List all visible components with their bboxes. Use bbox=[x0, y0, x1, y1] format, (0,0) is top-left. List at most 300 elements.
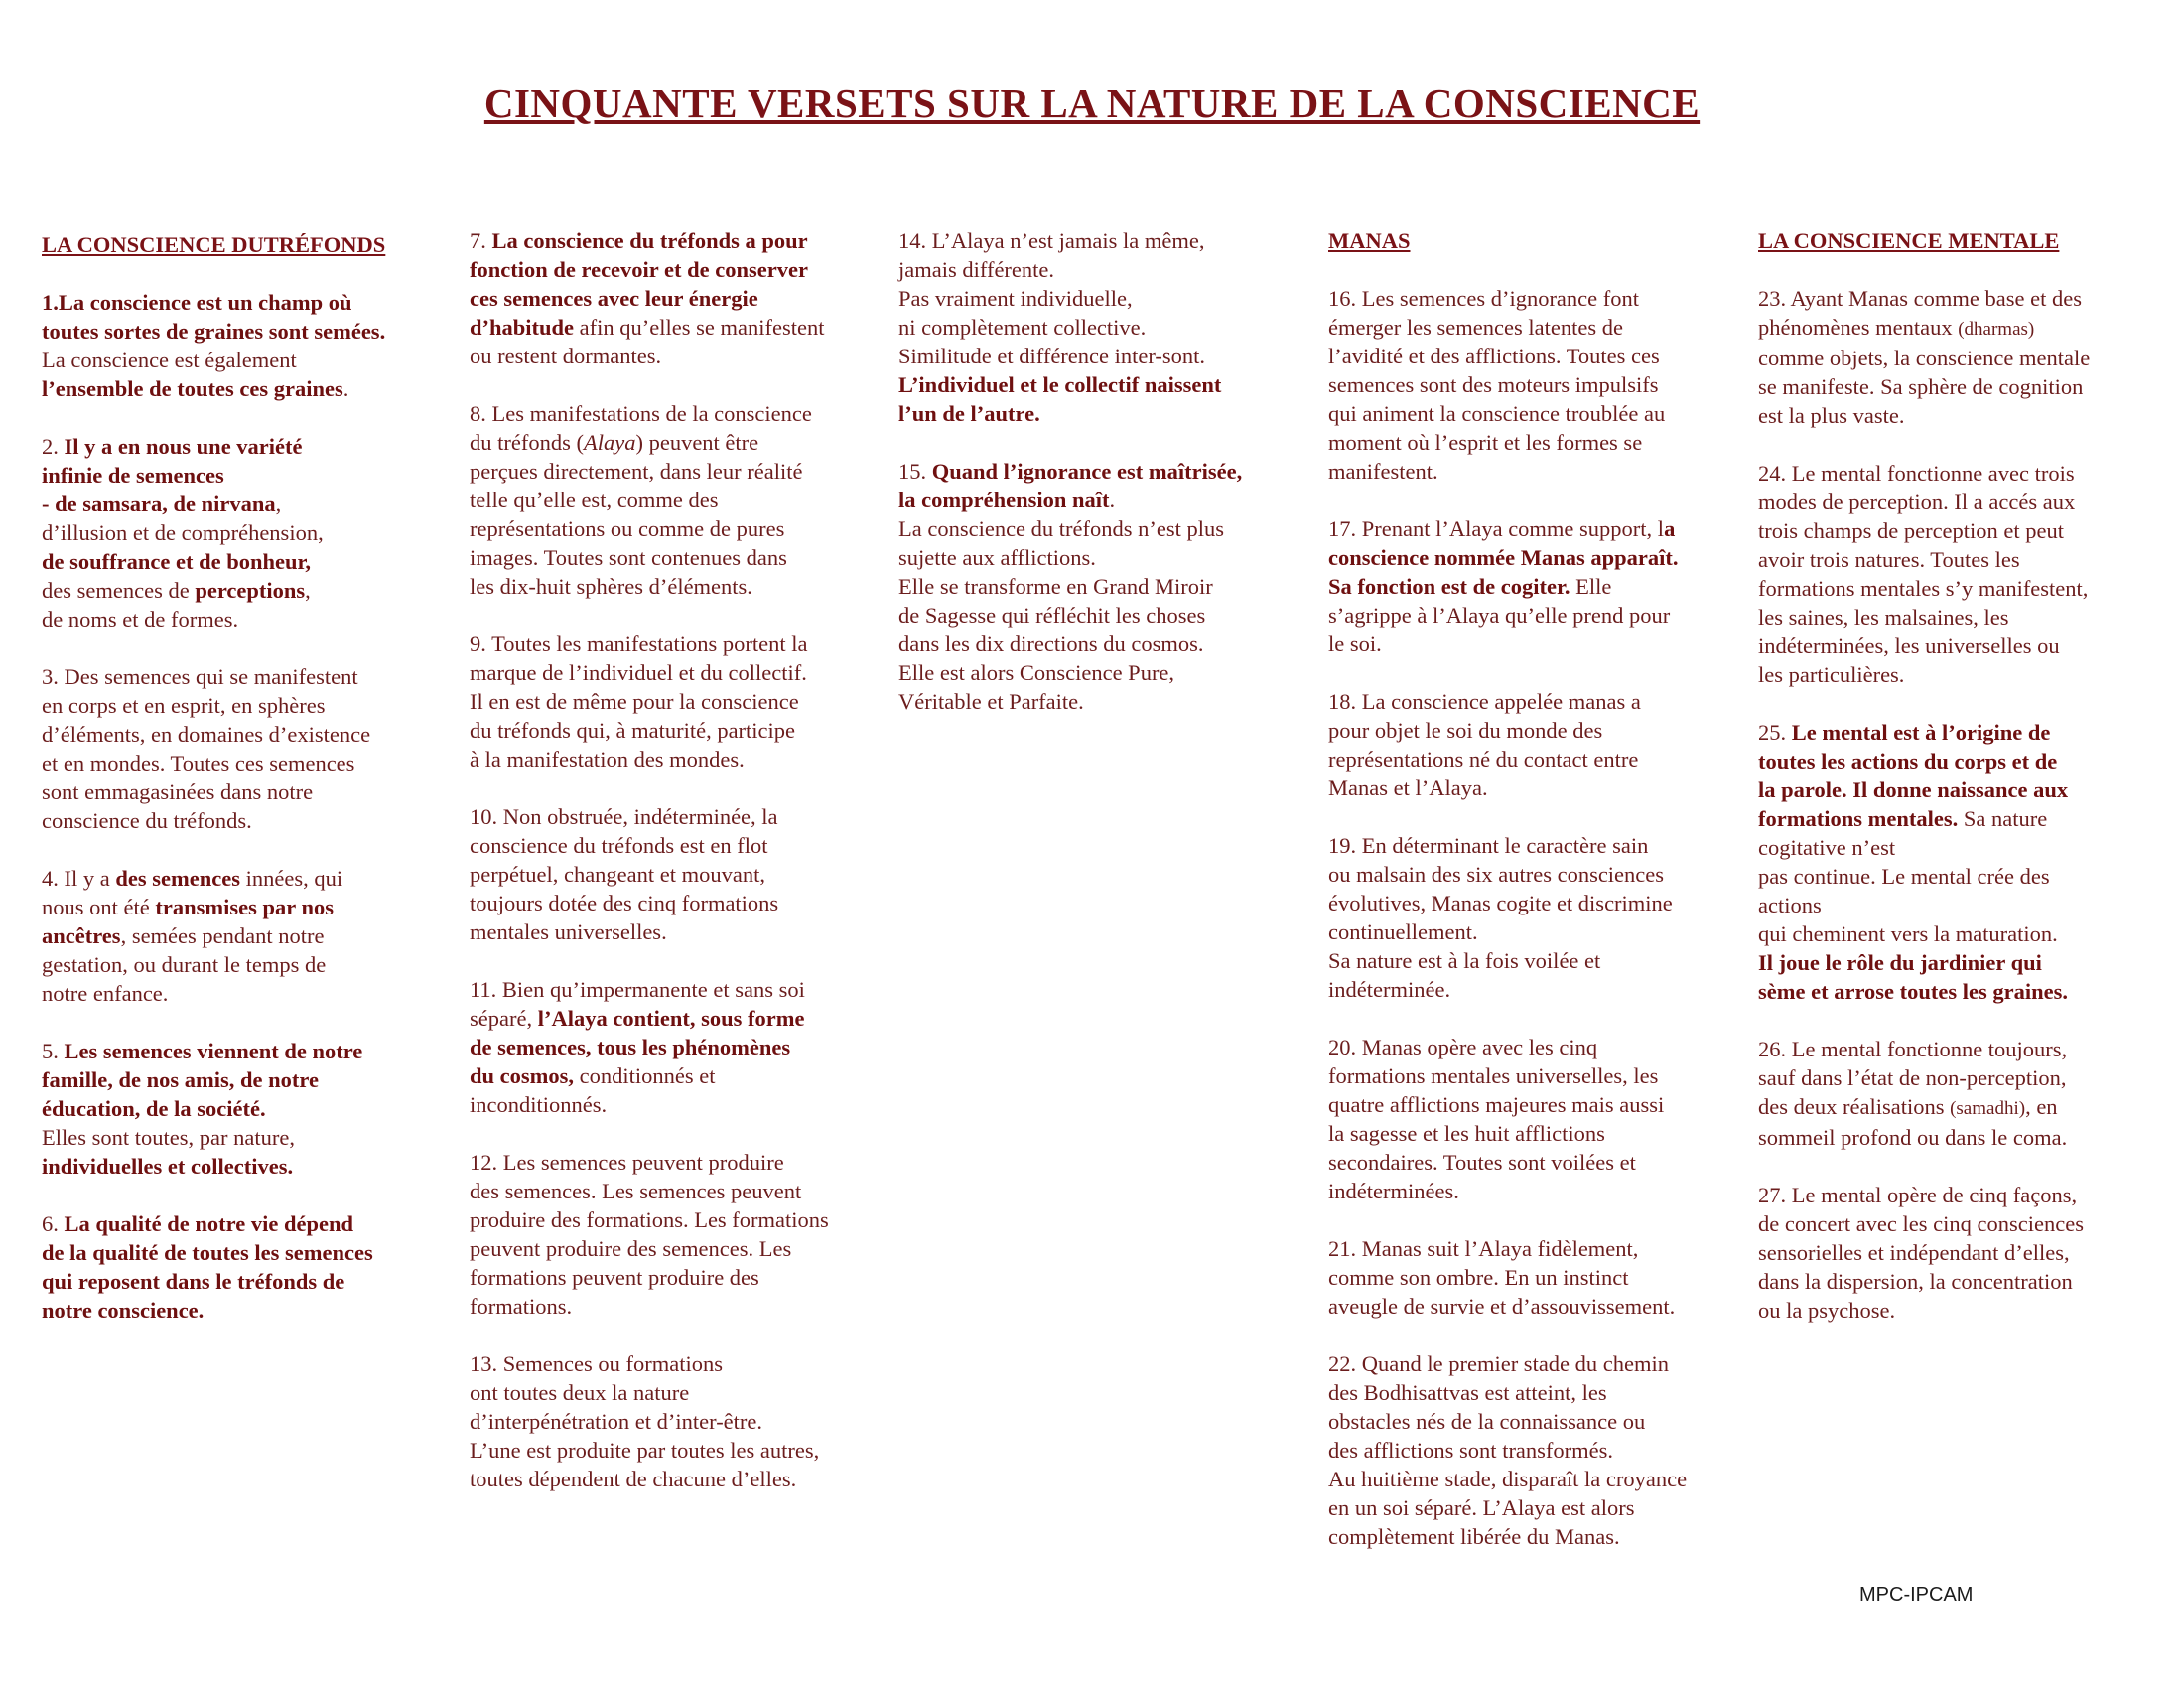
verse-text: conscience du tréfonds. bbox=[42, 808, 252, 833]
verse-text: telle qu’elle est, comme des bbox=[470, 488, 719, 512]
verse-paragraph bbox=[1328, 1349, 1740, 1551]
verse-text: 2. bbox=[42, 434, 65, 459]
verse-paragraph bbox=[470, 802, 877, 946]
verse-text: est la plus vaste. bbox=[1758, 403, 1905, 428]
verse-line bbox=[1758, 747, 2155, 775]
verse-text: indéterminées. bbox=[1328, 1179, 1459, 1203]
verse-text: produire des formations. Les formations bbox=[470, 1207, 829, 1232]
verse-text: Sa nature est à la fois voilée et bbox=[1328, 948, 1601, 973]
section-heading: LA CONSCIENCE MENTALE bbox=[1758, 228, 2060, 253]
verse-text: 17. Prenant l’Alaya comme support, l bbox=[1328, 516, 1665, 541]
verse-text: 7. bbox=[470, 228, 492, 253]
verse-text: La conscience est également bbox=[42, 348, 297, 372]
verse-text: afin qu’elles se manifestent bbox=[574, 315, 825, 340]
bold-text: de semences, tous les phénomènes bbox=[470, 1035, 791, 1059]
verse-text: qui cheminent vers la maturation. bbox=[1758, 921, 2058, 946]
verse-text: quatre afflictions majeures mais aussi bbox=[1328, 1092, 1665, 1117]
verse-line bbox=[42, 1296, 439, 1325]
bold-text: toutes sortes de graines sont semées. bbox=[42, 319, 386, 344]
verse-line bbox=[470, 917, 877, 946]
verse-line bbox=[470, 226, 877, 255]
verse-line bbox=[1328, 399, 1740, 428]
verse-line bbox=[1758, 1267, 2155, 1296]
verse-line bbox=[1758, 1035, 2155, 1063]
verse-text: s’agrippe à l’Alaya qu’elle prend pour bbox=[1328, 603, 1671, 628]
verse-text: marque de l’individuel et du collectif. bbox=[470, 660, 807, 685]
verse-line bbox=[470, 889, 877, 917]
verse-paragraph bbox=[1758, 284, 2155, 430]
verse-text: ni complètement collective. bbox=[898, 315, 1147, 340]
verse-text: cogitative n’est bbox=[1758, 835, 1896, 860]
verse-line bbox=[42, 1094, 439, 1123]
verse-line bbox=[470, 255, 877, 284]
verse-text: 10. Non obstruée, indéterminée, la bbox=[470, 804, 778, 829]
verse-line bbox=[42, 346, 439, 374]
verse-line bbox=[898, 687, 1305, 716]
column-5 bbox=[1758, 226, 2155, 1353]
bold-text: ancêtres bbox=[42, 923, 121, 948]
verse-text: séparé, bbox=[470, 1006, 538, 1031]
column-4 bbox=[1328, 226, 1740, 1580]
verse-text: des semences. Les semences peuvent bbox=[470, 1179, 802, 1203]
verse-text: des semences de bbox=[42, 578, 196, 603]
bold-text: toutes les actions du corps et de bbox=[1758, 749, 2058, 774]
verse-line bbox=[1328, 601, 1740, 630]
verse-paragraph bbox=[470, 975, 877, 1119]
verse-text: ) peuvent être bbox=[635, 430, 759, 455]
verse-line bbox=[1328, 284, 1740, 313]
verse-line bbox=[42, 1065, 439, 1094]
verse-text: en un soi séparé. L’Alaya est alors bbox=[1328, 1495, 1635, 1520]
verse-line bbox=[1328, 1033, 1740, 1061]
verse-paragraph bbox=[1758, 718, 2155, 1006]
verse-text: ou malsain des six autres consciences bbox=[1328, 862, 1665, 887]
verse-text: Elle bbox=[1570, 574, 1612, 599]
verse-text: le soi. bbox=[1328, 632, 1382, 656]
verse-text: gestation, ou durant le temps de bbox=[42, 952, 327, 977]
verse-line bbox=[470, 1263, 877, 1292]
verse-line bbox=[1328, 1493, 1740, 1522]
verse-paragraph bbox=[42, 864, 439, 1008]
verse-line bbox=[1758, 632, 2155, 660]
bold-text: l’Alaya contient, sous forme bbox=[537, 1006, 805, 1031]
verse-line bbox=[470, 1177, 877, 1205]
verse-text: 26. Le mental fonctionne toujours, bbox=[1758, 1037, 2068, 1061]
verse-text: comme objets, la conscience mentale bbox=[1758, 346, 2091, 370]
verse-line bbox=[1758, 1238, 2155, 1267]
verse-line bbox=[1328, 716, 1740, 745]
verse-text: les dix-huit sphères d’éléments. bbox=[470, 574, 752, 599]
verse-text: , en bbox=[2025, 1094, 2058, 1119]
verse-text: du tréfonds ( bbox=[470, 430, 584, 455]
verse-line bbox=[470, 802, 877, 831]
verse-text: les saines, les malsaines, les bbox=[1758, 605, 2009, 630]
verse-paragraph bbox=[42, 662, 439, 835]
verse-text: . bbox=[1109, 488, 1116, 512]
verse-line bbox=[1328, 1436, 1740, 1465]
verse-text: conscience du tréfonds est en flot bbox=[470, 833, 768, 858]
verse-text: se manifeste. Sa sphère de cognition bbox=[1758, 374, 2084, 399]
verse-line bbox=[1328, 630, 1740, 658]
verse-line bbox=[1328, 917, 1740, 946]
verse-paragraph bbox=[1328, 284, 1740, 486]
verse-paragraph bbox=[1758, 459, 2155, 689]
verse-line bbox=[1328, 428, 1740, 457]
verse-line bbox=[1758, 401, 2155, 430]
verse-line bbox=[470, 1349, 877, 1378]
verse-line bbox=[1758, 1296, 2155, 1325]
verse-line bbox=[470, 658, 877, 687]
bold-text: fonction de recevoir et de conserver bbox=[470, 257, 808, 282]
verse-line bbox=[1758, 718, 2155, 747]
column-3 bbox=[898, 226, 1305, 745]
verse-text: 9. Toutes les manifestations portent la bbox=[470, 632, 808, 656]
verse-text: formations mentales universelles, les bbox=[1328, 1063, 1659, 1088]
verse-paragraph bbox=[42, 432, 439, 633]
verse-text: 5. bbox=[42, 1039, 65, 1063]
verse-line bbox=[470, 745, 877, 774]
verse-line bbox=[1328, 745, 1740, 774]
verse-text: sujette aux afflictions. bbox=[898, 545, 1096, 570]
verse-line bbox=[1758, 804, 2155, 833]
verse-line bbox=[1328, 1234, 1740, 1263]
verse-line bbox=[470, 1378, 877, 1407]
verse-line bbox=[1328, 1061, 1740, 1090]
verse-line bbox=[1328, 1465, 1740, 1493]
verse-text: sont emmagasinées dans notre bbox=[42, 779, 314, 804]
verse-line bbox=[898, 370, 1305, 399]
bold-text: de souffrance et de bonheur, bbox=[42, 549, 312, 574]
verse-line bbox=[470, 716, 877, 745]
verse-text: inconditionnés. bbox=[470, 1092, 608, 1117]
verse-line bbox=[898, 226, 1305, 255]
verse-line bbox=[1758, 977, 2155, 1006]
verse-text: 16. Les semences d’ignorance font bbox=[1328, 286, 1640, 311]
column-1 bbox=[42, 230, 439, 1353]
bold-text: l’un de l’autre. bbox=[898, 401, 1040, 426]
verse-text: du tréfonds qui, à maturité, participe bbox=[470, 718, 796, 743]
bold-text: Il joue le rôle du jardinier qui bbox=[1758, 950, 2042, 975]
verse-text: en corps et en esprit, en sphères bbox=[42, 693, 326, 718]
verse-text: perpétuel, changeant et mouvant, bbox=[470, 862, 766, 887]
verse-line bbox=[470, 514, 877, 543]
verse-text: innées, qui bbox=[239, 866, 343, 891]
verse-text: pour objet le soi du monde des bbox=[1328, 718, 1603, 743]
verse-line bbox=[42, 1123, 439, 1152]
verse-line bbox=[1758, 488, 2155, 516]
verse-line bbox=[1328, 1119, 1740, 1148]
bold-text: éducation, de la société. bbox=[42, 1096, 266, 1121]
verse-line bbox=[42, 662, 439, 691]
verse-line bbox=[470, 1004, 877, 1033]
verse-line bbox=[1328, 1292, 1740, 1321]
verse-text: 18. La conscience appelée manas a bbox=[1328, 689, 1641, 714]
verse-text: ou la psychose. bbox=[1758, 1298, 1896, 1323]
verse-line bbox=[898, 399, 1305, 428]
verse-line bbox=[898, 543, 1305, 572]
verse-text: formations mentales s’y manifestent, bbox=[1758, 576, 2089, 601]
verse-line bbox=[42, 605, 439, 633]
verse-line bbox=[470, 313, 877, 342]
verse-text: conditionnés et bbox=[574, 1063, 716, 1088]
verse-text: la sagesse et les huit afflictions bbox=[1328, 1121, 1605, 1146]
verse-text: , semées pendant notre bbox=[120, 923, 325, 948]
verse-line bbox=[1328, 860, 1740, 889]
verse-paragraph bbox=[470, 630, 877, 774]
bold-text: - de samsara, de nirvana bbox=[42, 492, 276, 516]
verse-line bbox=[898, 313, 1305, 342]
verse-paragraph bbox=[898, 226, 1305, 428]
verse-text: images. Toutes sont contenues dans bbox=[470, 545, 787, 570]
verse-text: 24. Le mental fonctionne avec trois bbox=[1758, 461, 2075, 486]
verse-line bbox=[1758, 1123, 2155, 1152]
verse-line bbox=[42, 490, 439, 518]
verse-text: Manas et l’Alaya. bbox=[1328, 775, 1488, 800]
verse-text: Alaya bbox=[583, 430, 636, 455]
verse-text: des deux réalisations bbox=[1758, 1094, 1951, 1119]
verse-text: 12. Les semences peuvent produire bbox=[470, 1150, 784, 1175]
verse-line bbox=[1328, 342, 1740, 370]
bold-text: perceptions bbox=[195, 578, 306, 603]
verse-line bbox=[470, 831, 877, 860]
verse-text: les particulières. bbox=[1758, 662, 1905, 687]
bold-text: famille, de nos amis, de notre bbox=[42, 1067, 319, 1092]
verse-text: d’éléments, en domaines d’existence bbox=[42, 722, 371, 747]
verse-line bbox=[470, 342, 877, 370]
verse-line bbox=[898, 284, 1305, 313]
verse-line bbox=[42, 979, 439, 1008]
verse-line bbox=[42, 806, 439, 835]
verse-line bbox=[1328, 774, 1740, 802]
verse-line bbox=[1328, 687, 1740, 716]
verse-line bbox=[1758, 833, 2155, 862]
bold-text: d’habitude bbox=[470, 315, 575, 340]
bold-text: ces semences avec leur énergie bbox=[470, 286, 758, 311]
verse-text: toujours dotée des cinq formations bbox=[470, 891, 779, 915]
verse-text: , bbox=[305, 578, 311, 603]
verse-paragraph bbox=[1758, 1035, 2155, 1152]
verse-line bbox=[470, 1061, 877, 1090]
verse-line bbox=[470, 428, 877, 457]
bold-text: l’ensemble de toutes ces graines bbox=[42, 376, 343, 401]
verse-text: 21. Manas suit l’Alaya fidèlement, bbox=[1328, 1236, 1639, 1261]
verse-text: Sa nature bbox=[1958, 806, 2048, 831]
verse-text: secondaires. Toutes sont voilées et bbox=[1328, 1150, 1636, 1175]
section-heading: MANAS bbox=[1328, 228, 1411, 253]
verse-line bbox=[470, 543, 877, 572]
verse-text: formations. bbox=[470, 1294, 573, 1319]
verse-text: avoir trois natures. Toutes les bbox=[1758, 547, 2020, 572]
bold-text: du cosmos, bbox=[470, 1063, 575, 1088]
verse-text: Similitude et différence inter-sont. bbox=[898, 344, 1206, 368]
verse-line bbox=[1758, 1063, 2155, 1092]
verse-line bbox=[1328, 370, 1740, 399]
verse-text: 25. bbox=[1758, 720, 1792, 745]
verse-line bbox=[898, 572, 1305, 601]
bold-text: Il y a en nous une variété bbox=[64, 434, 303, 459]
verse-line bbox=[42, 432, 439, 461]
verse-text: l’avidité et des afflictions. Toutes ces bbox=[1328, 344, 1660, 368]
verse-text: modes de perception. Il a accés aux bbox=[1758, 490, 2076, 514]
verse-text: pas continue. Le mental crée des bbox=[1758, 864, 2050, 889]
bold-text: Le mental est à l’origine de bbox=[1791, 720, 2051, 745]
bold-text: transmises par nos bbox=[155, 895, 334, 919]
bold-text: Quand l’ignorance est maîtrisée, bbox=[931, 459, 1243, 484]
verse-line bbox=[1328, 457, 1740, 486]
bold-text: sème et arrose toutes les graines. bbox=[1758, 979, 2068, 1004]
column-2 bbox=[470, 226, 877, 1522]
verse-text: 13. Semences ou formations bbox=[470, 1351, 723, 1376]
verse-line bbox=[1758, 1209, 2155, 1238]
verse-text: mentales universelles. bbox=[470, 919, 667, 944]
verse-line bbox=[898, 486, 1305, 514]
bold-text: Sa fonction est de cogiter. bbox=[1328, 574, 1570, 599]
bold-text: L’individuel et le collectif naissent bbox=[898, 372, 1222, 397]
bold-text: notre conscience. bbox=[42, 1298, 205, 1323]
verse-line bbox=[1758, 891, 2155, 919]
verse-paragraph bbox=[1328, 687, 1740, 802]
verse-line bbox=[470, 284, 877, 313]
verse-line bbox=[42, 720, 439, 749]
verse-paragraph bbox=[1758, 1181, 2155, 1325]
verse-line bbox=[42, 691, 439, 720]
verse-text: de noms et de formes. bbox=[42, 607, 239, 632]
verse-line bbox=[470, 630, 877, 658]
verse-line bbox=[1758, 862, 2155, 891]
verse-text: notre enfance. bbox=[42, 981, 169, 1006]
verse-line bbox=[42, 374, 439, 403]
bold-text: a bbox=[1664, 516, 1676, 541]
verse-text: d’illusion et de compréhension, bbox=[42, 520, 324, 545]
verse-line bbox=[898, 255, 1305, 284]
bold-text: conscience nommée Manas apparaît. bbox=[1328, 545, 1679, 570]
verse-line bbox=[1758, 919, 2155, 948]
footer-credit: MPC-IPCAM bbox=[1859, 1584, 1974, 1606]
verse-text: obstacles nés de la connaissance ou bbox=[1328, 1409, 1646, 1434]
verse-line bbox=[1328, 1522, 1740, 1551]
verse-text: 20. Manas opère avec les cinq bbox=[1328, 1035, 1598, 1059]
verse-line bbox=[42, 1152, 439, 1181]
verse-text: comme son ombre. En un instinct bbox=[1328, 1265, 1629, 1290]
verse-text: émerger les semences latentes de bbox=[1328, 315, 1623, 340]
verse-text: et en mondes. Toutes ces semences bbox=[42, 751, 355, 775]
verse-line bbox=[1758, 574, 2155, 603]
verse-line bbox=[1758, 603, 2155, 632]
verse-text: sommeil profond ou dans le coma. bbox=[1758, 1125, 2068, 1150]
verse-paragraph bbox=[470, 1148, 877, 1321]
verse-text: représentations ou comme de pures bbox=[470, 516, 785, 541]
verse-text: phénomènes mentaux bbox=[1758, 315, 1959, 340]
verse-text: Elle est alors Conscience Pure, bbox=[898, 660, 1175, 685]
verse-text: toutes dépendent de chacune d’elles. bbox=[470, 1467, 797, 1491]
verse-paragraph bbox=[42, 288, 439, 403]
verse-line bbox=[470, 1205, 877, 1234]
verse-line bbox=[898, 658, 1305, 687]
verse-line bbox=[1758, 775, 2155, 804]
verse-text: 15. bbox=[898, 459, 932, 484]
verse-text: des Bodhisattvas est atteint, les bbox=[1328, 1380, 1607, 1405]
verse-text: 23. Ayant Manas comme base et des bbox=[1758, 286, 2082, 311]
verse-text: (dharmas) bbox=[1958, 319, 2035, 340]
verse-text: sensorielles et indépendant d’elles, bbox=[1758, 1240, 2070, 1265]
verse-line bbox=[42, 1267, 439, 1296]
verse-line bbox=[1328, 1090, 1740, 1119]
verse-text: La conscience du tréfonds n’est plus bbox=[898, 516, 1225, 541]
bold-text: de la qualité de toutes les semences bbox=[42, 1240, 373, 1265]
verse-line bbox=[42, 288, 439, 317]
section-heading: LA CONSCIENCE DUTRÉFONDS bbox=[42, 232, 386, 257]
verse-text: jamais différente. bbox=[898, 257, 1055, 282]
verse-paragraph bbox=[1328, 1234, 1740, 1321]
verse-text: qui animent la conscience troublée au bbox=[1328, 401, 1666, 426]
verse-line bbox=[1758, 516, 2155, 545]
verse-line bbox=[1328, 313, 1740, 342]
verse-line bbox=[1328, 1378, 1740, 1407]
verse-text: trois champs de perception et peut bbox=[1758, 518, 2065, 543]
verse-paragraph bbox=[1328, 1033, 1740, 1205]
verse-line bbox=[470, 1033, 877, 1061]
verse-line bbox=[470, 975, 877, 1004]
verse-line bbox=[470, 457, 877, 486]
verse-line bbox=[1328, 1349, 1740, 1378]
verse-line bbox=[1328, 946, 1740, 975]
verse-text: semences sont des moteurs impulsifs bbox=[1328, 372, 1659, 397]
verse-line bbox=[42, 547, 439, 576]
verse-line bbox=[1758, 1092, 2155, 1123]
verse-line bbox=[470, 572, 877, 601]
verse-paragraph bbox=[470, 1349, 877, 1493]
verse-line bbox=[1328, 543, 1740, 572]
verse-line bbox=[1328, 1177, 1740, 1205]
verse-line bbox=[1758, 313, 2155, 344]
verse-line bbox=[470, 1148, 877, 1177]
verse-line bbox=[470, 1465, 877, 1493]
verse-line bbox=[470, 1292, 877, 1321]
verse-text: actions bbox=[1758, 893, 1822, 917]
verse-text: des afflictions sont transformés. bbox=[1328, 1438, 1614, 1463]
verse-line bbox=[470, 399, 877, 428]
verse-text: Pas vraiment individuelle, bbox=[898, 286, 1133, 311]
verse-text: peuvent produire des semences. Les bbox=[470, 1236, 792, 1261]
verse-paragraph bbox=[1328, 831, 1740, 1004]
verse-line bbox=[42, 950, 439, 979]
verse-text: . bbox=[342, 376, 349, 401]
verse-text: de concert avec les cinq consciences bbox=[1758, 1211, 2084, 1236]
verse-text: d’interpénétration et d’inter-être. bbox=[470, 1409, 763, 1434]
bold-text: la parole. Il donne naissance aux bbox=[1758, 777, 2069, 802]
verse-line bbox=[470, 860, 877, 889]
verse-line bbox=[898, 342, 1305, 370]
verse-line bbox=[42, 864, 439, 893]
verse-line bbox=[898, 601, 1305, 630]
verse-line bbox=[1328, 514, 1740, 543]
verse-line bbox=[1328, 1148, 1740, 1177]
verse-line bbox=[1758, 284, 2155, 313]
verse-line bbox=[1758, 344, 2155, 372]
verse-paragraph bbox=[42, 1037, 439, 1181]
bold-text: formations mentales. bbox=[1758, 806, 1959, 831]
verse-line bbox=[898, 514, 1305, 543]
verse-line bbox=[42, 461, 439, 490]
verse-line bbox=[1758, 545, 2155, 574]
verse-text: sauf dans l’état de non-perception, bbox=[1758, 1065, 2067, 1090]
verse-text: représentations né du contact entre bbox=[1328, 747, 1639, 772]
verse-text: (samadhi) bbox=[1950, 1098, 2026, 1119]
verse-line bbox=[42, 777, 439, 806]
verse-text: 4. Il y a bbox=[42, 866, 116, 891]
verse-paragraph bbox=[470, 399, 877, 601]
verse-text: indéterminées, les universelles ou bbox=[1758, 633, 2060, 658]
